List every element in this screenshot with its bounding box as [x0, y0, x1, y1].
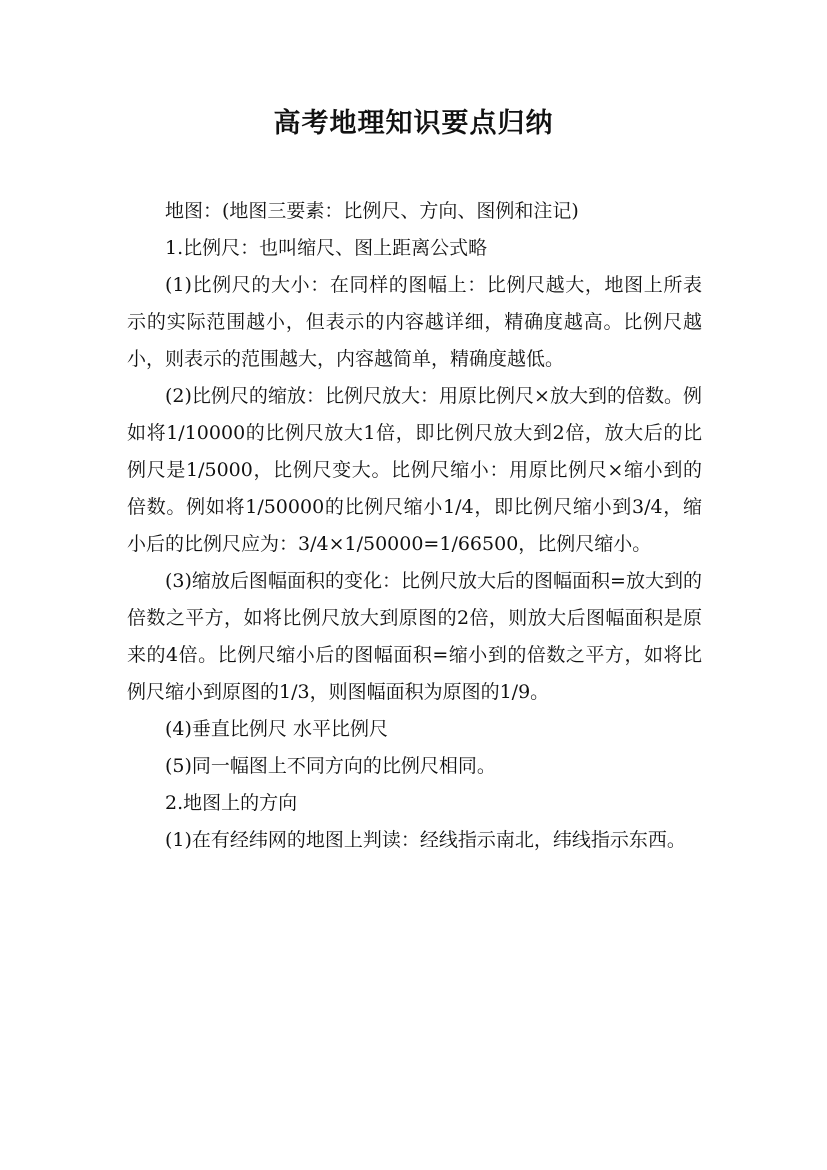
- document-body: [127, 193, 702, 859]
- paragraph-same-scale: (5)同一幅图上不同方向的比例尺相同。: [165, 755, 496, 777]
- paragraph-scale-zoom: (2)比例尺的缩放：比例尺放大：用原比例尺×放大到的倍数。例如将1/10000的比例尺放大1倍，即比例尺放大到2倍，放大后的比例尺是1/5000，比例尺变大。比例尺缩小：用原比例尺×缩小到的倍数。例如将1/50000的比例尺缩小1/4，即比例尺缩小到3/4，缩小后的比例尺应为：3/4×1/50000=1/66500，比例尺缩小。: [127, 385, 702, 555]
- document-title: 高考地理知识要点归纳: [273, 108, 554, 139]
- paragraph-vertical-horizontal-scale: (4)垂直比例尺 水平比例尺: [165, 718, 388, 740]
- paragraph-area-change: (3)缩放后图幅面积的变化：比例尺放大后的图幅面积=放大到的倍数之平方，如将比例尺放大到原图的2倍，则放大后图幅面积是原来的4倍。比例尺缩小后的图幅面积=缩小到的倍数之平方，如将比例尺缩小到原图的1/3，则图幅面积为原图的1/9。: [127, 570, 702, 703]
- paragraph-direction-heading: 2.地图上的方向: [165, 792, 298, 814]
- paragraph-scale-heading: 1.比例尺：也叫缩尺、图上距离公式略: [165, 237, 488, 259]
- paragraph-map-elements: 地图：(地图三要素：比例尺、方向、图例和注记): [165, 200, 579, 222]
- paragraph-graticule-direction: (1)在有经纬网的地图上判读：经线指示南北，纬线指示东西。: [165, 829, 686, 851]
- paragraph-scale-size: (1)比例尺的大小：在同样的图幅上：比例尺越大，地图上所表示的实际范围越小，但表示的内容越详细，精确度越高。比例尺越小，则表示的范围越大，内容越简单，精确度越低。: [127, 274, 702, 370]
